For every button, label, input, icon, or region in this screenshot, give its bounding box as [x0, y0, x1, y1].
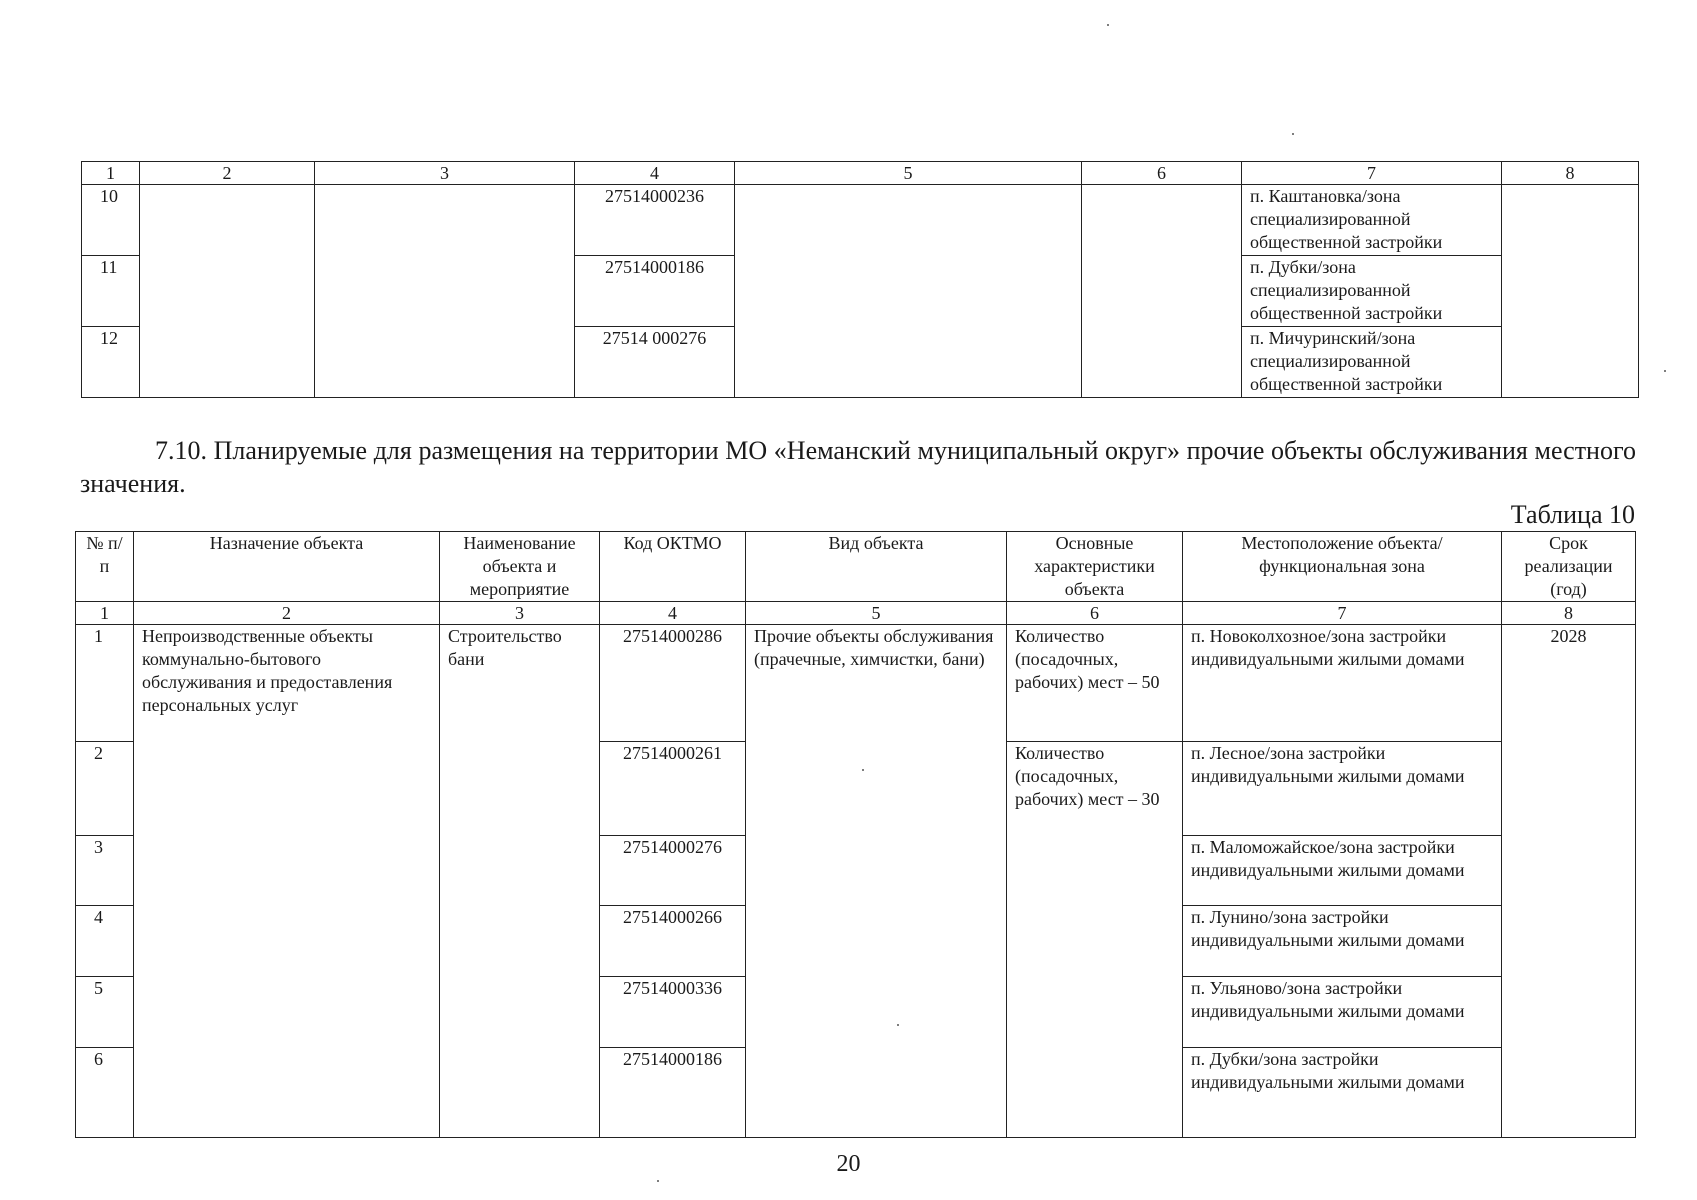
column-number: 3 — [315, 162, 575, 185]
row-number: 10 — [82, 185, 140, 256]
row-number: 6 — [76, 1048, 134, 1138]
column-number: 4 — [575, 162, 735, 185]
column-number: 1 — [76, 602, 134, 625]
column-number: 8 — [1502, 162, 1639, 185]
oktmo-code: 27514000276 — [600, 836, 746, 906]
row-number: 11 — [82, 256, 140, 327]
header-oktmo: Код ОКТМО — [600, 532, 746, 602]
location-zone: п. Лесное/зона застройки индивидуальными жилыми домами — [1183, 742, 1502, 836]
row-number: 2 — [76, 742, 134, 836]
table-row — [76, 625, 1636, 742]
location-zone: п. Мичуринский/зона специализированной общественной застройки — [1242, 327, 1502, 398]
empty-cell — [1502, 185, 1639, 398]
object-name: Строительство бани — [440, 625, 600, 1138]
location-zone: п. Новоколхозное/зона застройки индивидуальными жилыми домами — [1183, 625, 1502, 742]
scan-speck — [657, 1180, 659, 1182]
oktmo-code: 27514000186 — [575, 256, 735, 327]
location-zone: п. Дубки/зона специализированной общественной застройки — [1242, 256, 1502, 327]
column-number: 6 — [1007, 602, 1183, 625]
characteristics: Количество (посадочных, рабочих) мест – 50 — [1007, 625, 1183, 742]
location-zone: п. Каштановка/зона специализированной общественной застройки — [1242, 185, 1502, 256]
scan-speck — [862, 769, 864, 771]
location-zone: п. Маломожайское/зона застройки индивидуальными жилыми домами — [1183, 836, 1502, 906]
header-type: Вид объекта — [746, 532, 1007, 602]
column-number: 2 — [134, 602, 440, 625]
previous-table-continuation — [81, 161, 1639, 398]
column-number: 4 — [600, 602, 746, 625]
section-heading: 7.10. Планируемые для размещения на территории МО «Неманский муниципальный округ» прочие объекты обслуживания местного значения. — [80, 436, 1636, 498]
oktmo-code: 27514000261 — [600, 742, 746, 836]
table-row — [82, 185, 1639, 256]
characteristics: Количество (посадочных, рабочих) мест – 30 — [1007, 742, 1183, 1138]
table-caption: Таблица 10 — [1510, 500, 1635, 529]
header-num: № п/п — [76, 532, 134, 602]
header-characteristics: Основные характеристики объекта — [1007, 532, 1183, 602]
oktmo-code: 27514000336 — [600, 977, 746, 1048]
oktmo-code: 27514000286 — [600, 625, 746, 742]
column-number: 5 — [746, 602, 1007, 625]
column-number: 7 — [1242, 162, 1502, 185]
column-number: 3 — [440, 602, 600, 625]
row-number: 1 — [76, 625, 134, 742]
row-number: 5 — [76, 977, 134, 1048]
oktmo-code: 27514 000276 — [575, 327, 735, 398]
location-zone: п. Дубки/зона застройки индивидуальными жилыми домами — [1183, 1048, 1502, 1138]
header-purpose: Назначение объекта — [134, 532, 440, 602]
header-name: Наименование объекта и мероприятие — [440, 532, 600, 602]
column-number: 7 — [1183, 602, 1502, 625]
oktmo-code: 27514000266 — [600, 906, 746, 977]
column-number: 5 — [735, 162, 1082, 185]
column-number: 2 — [140, 162, 315, 185]
object-type: Прочие объекты обслуживания (прачечные, химчистки, бани) — [746, 625, 1007, 1138]
row-number: 12 — [82, 327, 140, 398]
scan-speck — [1664, 370, 1666, 372]
empty-cell — [1082, 185, 1242, 398]
row-number: 4 — [76, 906, 134, 977]
header-row — [76, 532, 1636, 602]
page-number: 20 — [836, 1151, 861, 1177]
column-number: 6 — [1082, 162, 1242, 185]
header-location: Местоположение объекта/ функциональная зона — [1183, 532, 1502, 602]
scan-speck — [897, 1024, 899, 1026]
oktmo-code: 27514000186 — [600, 1048, 746, 1138]
table-10 — [75, 531, 1636, 1138]
scan-speck — [1292, 133, 1294, 135]
implementation-year: 2028 — [1502, 625, 1636, 1138]
column-number: 8 — [1502, 602, 1636, 625]
column-number-row — [82, 162, 1639, 185]
column-number-row — [76, 602, 1636, 625]
location-zone: п. Лунино/зона застройки индивидуальными жилыми домами — [1183, 906, 1502, 977]
row-number: 3 — [76, 836, 134, 906]
location-zone: п. Ульяново/зона застройки индивидуальными жилыми домами — [1183, 977, 1502, 1048]
object-purpose: Непроизводственные объекты коммунально-бытового обслуживания и предоставления персональных услуг — [134, 625, 440, 1138]
empty-cell — [315, 185, 575, 398]
empty-cell — [735, 185, 1082, 398]
scan-speck — [1107, 24, 1109, 26]
column-number: 1 — [82, 162, 140, 185]
header-term: Срок реализации (год) — [1502, 532, 1636, 602]
empty-cell — [140, 185, 315, 398]
oktmo-code: 27514000236 — [575, 185, 735, 256]
